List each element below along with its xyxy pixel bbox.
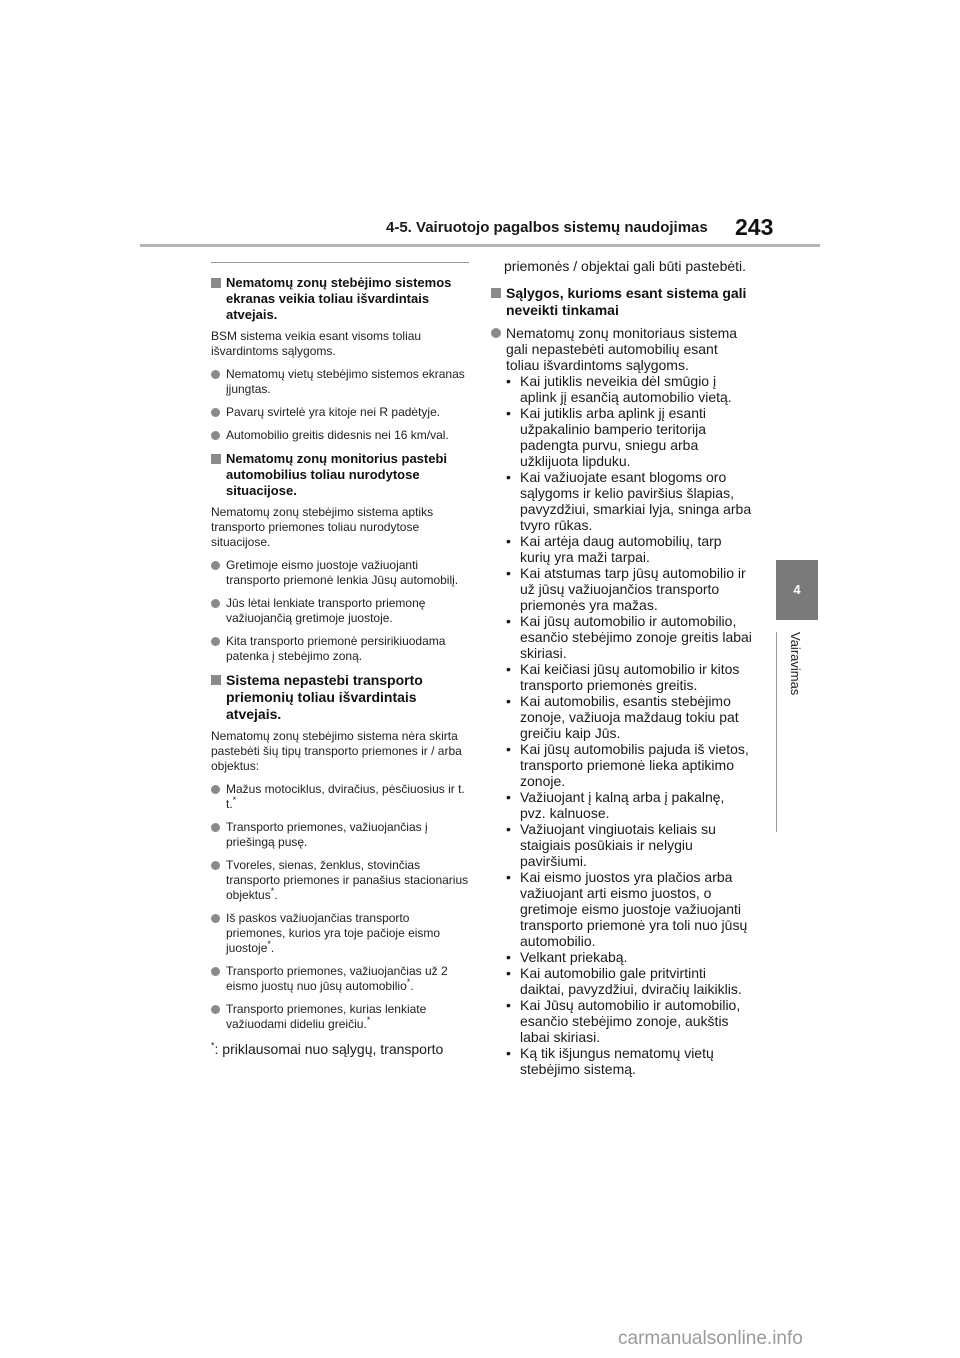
- section-heading: Sistema nepastebi transporto priemonių toliau išvardintais atvejais.: [211, 672, 469, 723]
- chapter-number: 4: [793, 582, 801, 597]
- list-item: Kita transporto priemonė persirikiuodama patenka į stebėjimo zoną.: [211, 634, 469, 664]
- section-heading: Nematomų zonų stebėjimo sistemos ekranas veikia toliau išvardintais atvejais.: [211, 275, 469, 323]
- circle-bullet-icon: [211, 637, 220, 646]
- circle-bullet-icon: [211, 408, 220, 417]
- circle-bullet-icon: [211, 1005, 220, 1014]
- list-item: Pavarų svirtelė yra kitoje nei R padėtyje.: [211, 405, 469, 420]
- list-item: • Ką tik išjungus nematomų vietų stebėjimo sistemą.: [506, 1045, 753, 1077]
- page-number: 243: [735, 214, 774, 240]
- list-item: • Velkant priekabą.: [506, 949, 753, 965]
- list-item: • Kai keičiasi jūsų automobilio ir kitos transporto priemonės greitis.: [506, 661, 753, 693]
- list-item: Transporto priemones, važiuojančias į priešingą pusę.: [211, 820, 469, 850]
- square-icon: [211, 454, 221, 464]
- chapter-tab: [776, 560, 818, 620]
- list-item: Transporto priemones, kurias lenkiate važiuodami dideliu greičiu.*: [211, 1002, 469, 1032]
- list-item: • Kai jutiklis neveikia dėl smūgio į aplink jį esančią automobilio vietą.: [506, 373, 753, 405]
- square-icon: [491, 288, 501, 298]
- list-item: • Kai atstumas tarp jūsų automobilio ir už jūsų važiuojančios transporto priemonės yra mažas.: [506, 565, 753, 613]
- left-column: [211, 262, 469, 1059]
- circle-bullet-icon: [211, 431, 220, 440]
- list-item: Automobilio greitis didesnis nei 16 km/val.: [211, 428, 469, 443]
- list-item: • Važiuojant į kalną arba į pakalnę, pvz. kalnuose.: [506, 789, 753, 821]
- section-heading: Nematomų zonų monitorius pastebi automobilius toliau nurodytose situacijose.: [211, 451, 469, 499]
- list-item: • Kai artėja daug automobilių, tarp kurių yra maži tarpai.: [506, 533, 753, 565]
- list-item: • Kai jūsų automobilis pajuda iš vietos, transporto priemonė lieka aptikimo zonoje.: [506, 741, 753, 789]
- footnote-continuation: priemonės / objektai gali būti pastebėti.: [504, 258, 747, 274]
- chapter-label: Vairavimas: [788, 632, 803, 696]
- list-item: • Kai važiuojate esant blogoms oro sąlygoms ir kelio paviršius šlapias, pavyzdžiui, smarkiai lyja, sninga arba tvyro rūkas.: [506, 469, 753, 533]
- circle-bullet-icon: [491, 328, 501, 338]
- watermark: carmanualsonline.info: [618, 1328, 803, 1349]
- list-item: • Kai automobilio gale pritvirtinti daiktai, pavyzdžiui, dviračių laikiklis.: [506, 965, 753, 997]
- list-item: • Kai eismo juostos yra plačios arba važiuojant arti eismo juostos, o gretimoje eismo juostoje važiuojanti transporto priemonė yra toli nuo jūsų automobilio.: [506, 869, 753, 949]
- footnote-marker: *: [406, 977, 411, 987]
- paragraph: Nematomų zonų monitoriaus sistema gali nepastebėti automobilių esant toliau išvardintoms sąlygoms.: [491, 325, 753, 373]
- footnote-marker: *: [267, 939, 271, 949]
- paragraph: Nematomų zonų stebėjimo sistema aptiks transporto priemones toliau nurodytose situacijose.: [211, 505, 434, 549]
- circle-bullet-icon: [211, 561, 220, 570]
- circle-bullet-icon: [211, 370, 220, 379]
- paragraph: BSM sistema veikia esant visoms toliau išvardintoms sąlygoms.: [211, 329, 422, 358]
- list-item: • Kai automobilis, esantis stebėjimo zonoje, važiuoja maždaug tokiu pat greičiu kaip Jūs.: [506, 693, 753, 741]
- list-item: Iš paskos važiuojančias transporto priemones, kurios yra toje pačioje eismo juostoje*.: [211, 911, 469, 956]
- list-item: Tvoreles, sienas, ženklus, stovinčias transporto priemones ir panašius stacionarius objektus*.: [211, 858, 469, 903]
- circle-bullet-icon: [211, 823, 220, 832]
- circle-bullet-icon: [211, 967, 220, 976]
- footnote-marker: *: [366, 1015, 371, 1025]
- list-item: • Važiuojant vingiuotais keliais su staigiais posūkiais ir nelygiu paviršiumi.: [506, 821, 753, 869]
- list-item: Jūs lėtai lenkiate transporto priemonę važiuojančią gretimoje juostoje.: [211, 596, 469, 626]
- list-item: • Kai jutiklis arba aplink jį esanti užpakalinio bamperio teritorija padengta purvu, sniegu arba užklijuota lipduku.: [506, 405, 753, 469]
- header-divider: [140, 244, 820, 247]
- footnote-marker: *: [270, 886, 275, 896]
- section-heading: Sąlygos, kurioms esant sistema gali neveikti tinkamai: [491, 285, 753, 319]
- paragraph: Nematomų zonų stebėjimo sistema nėra skirta pastebėti šių tipų transporto priemones ir / arba objektus:: [211, 729, 462, 773]
- circle-bullet-icon: [211, 785, 220, 794]
- circle-bullet-icon: [211, 914, 220, 923]
- list-item: • Kai Jūsų automobilio ir automobilio, esančio stebėjimo zonoje, aukštis labai skiriasi.: [506, 997, 753, 1045]
- square-icon: [211, 675, 221, 685]
- section-title: 4-5. Vairuotojo pagalbos sistemų naudojimas: [386, 219, 708, 236]
- list-item: Nematomų vietų stebėjimo sistemos ekranas įjungtas.: [211, 367, 469, 397]
- list-item: • Kai jūsų automobilio ir automobilio, esančio stebėjimo zonoje greitis labai skiriasi.: [506, 613, 753, 661]
- list-item: Mažus motociklus, dviračius, pėsčiuosius ir t. t.*: [211, 782, 469, 812]
- circle-bullet-icon: [211, 861, 220, 870]
- circle-bullet-icon: [211, 599, 220, 608]
- footnote: *: priklausomai nuo sąlygų, transporto: [211, 1040, 444, 1057]
- right-column: [491, 255, 753, 1077]
- list-item: Gretimoje eismo juostoje važiuojanti transporto priemonė lenkia Jūsų automobilį.: [211, 558, 469, 588]
- list-item: Transporto priemones, važiuojančias už 2 eismo juostų nuo jūsų automobilio*.: [211, 964, 469, 994]
- footnote-marker: *: [232, 795, 237, 805]
- square-icon: [211, 278, 221, 288]
- conditions-list: [491, 373, 753, 1077]
